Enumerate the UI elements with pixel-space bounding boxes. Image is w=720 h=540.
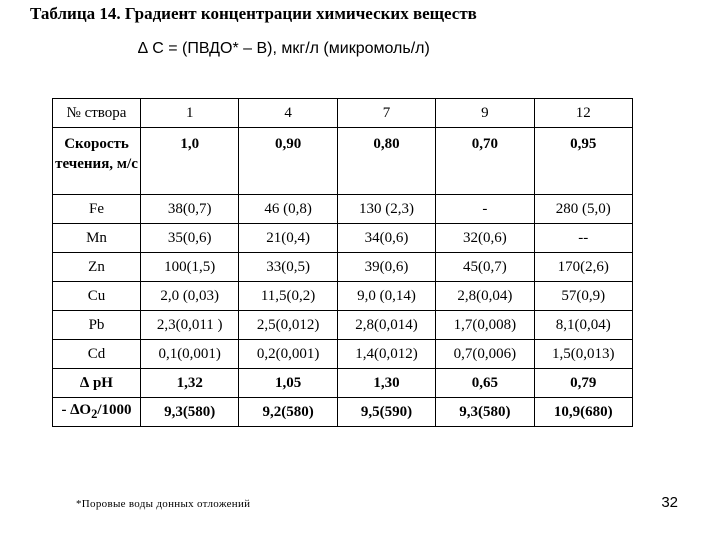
row-header-subscript: 2 bbox=[91, 407, 98, 421]
table-cell: 9,3(580) bbox=[436, 398, 534, 427]
table-cell: 9 bbox=[436, 99, 534, 128]
row-header: Cd bbox=[53, 340, 141, 369]
table-row-fe bbox=[53, 195, 633, 224]
table-cell: 0,65 bbox=[436, 369, 534, 398]
table-cell: 9,0 (0,14) bbox=[337, 282, 435, 311]
table-cell: 100(1,5) bbox=[141, 253, 239, 282]
concentration-gradient-table bbox=[52, 98, 633, 427]
row-header: Zn bbox=[53, 253, 141, 282]
table-cell: 2,8(0,014) bbox=[337, 311, 435, 340]
row-header: Pb bbox=[53, 311, 141, 340]
table-cell: 10,9(680) bbox=[534, 398, 632, 427]
table-cell: 35(0,6) bbox=[141, 224, 239, 253]
table-cell: 1,32 bbox=[141, 369, 239, 398]
table-cell: 1,7(0,008) bbox=[436, 311, 534, 340]
row-header: ∆ pH bbox=[53, 369, 141, 398]
table-row-flow-speed bbox=[53, 128, 633, 195]
table-cell: 280 (5,0) bbox=[534, 195, 632, 224]
table-cell: 33(0,5) bbox=[239, 253, 337, 282]
row-header: Cu bbox=[53, 282, 141, 311]
footnote: *Поровые воды донных отложений bbox=[76, 498, 251, 510]
table-cell: - bbox=[436, 195, 534, 224]
table-cell: 2,3(0,011 ) bbox=[141, 311, 239, 340]
page-title: Таблица 14. Градиент концентрации химических веществ bbox=[30, 4, 477, 23]
table-cell: 4 bbox=[239, 99, 337, 128]
table-cell: -- bbox=[534, 224, 632, 253]
table-row-station-number bbox=[53, 99, 633, 128]
table-cell: 0,79 bbox=[534, 369, 632, 398]
table-cell: 2,0 (0,03) bbox=[141, 282, 239, 311]
page-number: 32 bbox=[661, 494, 678, 511]
table-cell: 12 bbox=[534, 99, 632, 128]
table-cell: 0,1(0,001) bbox=[141, 340, 239, 369]
table-cell: 0,90 bbox=[239, 128, 337, 195]
table-cell: 170(2,6) bbox=[534, 253, 632, 282]
table-row-delta-ph bbox=[53, 369, 633, 398]
table-cell: 9,2(580) bbox=[239, 398, 337, 427]
table-cell: 2,8(0,04) bbox=[436, 282, 534, 311]
table-subtitle-formula: ∆ С = (ПВДО* – В), мкг/л (микромоль/л) bbox=[138, 40, 430, 57]
row-header: № створа bbox=[53, 99, 141, 128]
table-cell: 9,5(590) bbox=[337, 398, 435, 427]
table-cell: 32(0,6) bbox=[436, 224, 534, 253]
table-cell: 45(0,7) bbox=[436, 253, 534, 282]
table-cell: 1,05 bbox=[239, 369, 337, 398]
table-cell: 39(0,6) bbox=[337, 253, 435, 282]
table-cell: 2,5(0,012) bbox=[239, 311, 337, 340]
table-cell: 1,4(0,012) bbox=[337, 340, 435, 369]
table-cell: 8,1(0,04) bbox=[534, 311, 632, 340]
row-header bbox=[53, 398, 141, 427]
table-cell: 21(0,4) bbox=[239, 224, 337, 253]
table-cell: 11,5(0,2) bbox=[239, 282, 337, 311]
table-cell: 0,70 bbox=[436, 128, 534, 195]
table-cell: 1,5(0,013) bbox=[534, 340, 632, 369]
table-row-mn bbox=[53, 224, 633, 253]
table-row-pb bbox=[53, 311, 633, 340]
table-cell: 46 (0,8) bbox=[239, 195, 337, 224]
table-row-delta-o2 bbox=[53, 398, 633, 427]
table-cell: 38(0,7) bbox=[141, 195, 239, 224]
table-cell: 0,7(0,006) bbox=[436, 340, 534, 369]
table-cell: 7 bbox=[337, 99, 435, 128]
table-row-cu bbox=[53, 282, 633, 311]
table-cell: 1,0 bbox=[141, 128, 239, 195]
row-header: Скорость течения, м/с bbox=[53, 128, 141, 195]
table-row-cd bbox=[53, 340, 633, 369]
table-cell: 0,2(0,001) bbox=[239, 340, 337, 369]
table-cell: 0,80 bbox=[337, 128, 435, 195]
table-cell: 1 bbox=[141, 99, 239, 128]
table-cell: 57(0,9) bbox=[534, 282, 632, 311]
table-row-zn bbox=[53, 253, 633, 282]
table-cell: 9,3(580) bbox=[141, 398, 239, 427]
row-header-suffix: /1000 bbox=[97, 402, 132, 418]
table-cell: 0,95 bbox=[534, 128, 632, 195]
table-cell: 1,30 bbox=[337, 369, 435, 398]
row-header: Mn bbox=[53, 224, 141, 253]
row-header: Fe bbox=[53, 195, 141, 224]
table-cell: 34(0,6) bbox=[337, 224, 435, 253]
row-header-prefix: - ∆O bbox=[61, 402, 92, 418]
table-cell: 130 (2,3) bbox=[337, 195, 435, 224]
